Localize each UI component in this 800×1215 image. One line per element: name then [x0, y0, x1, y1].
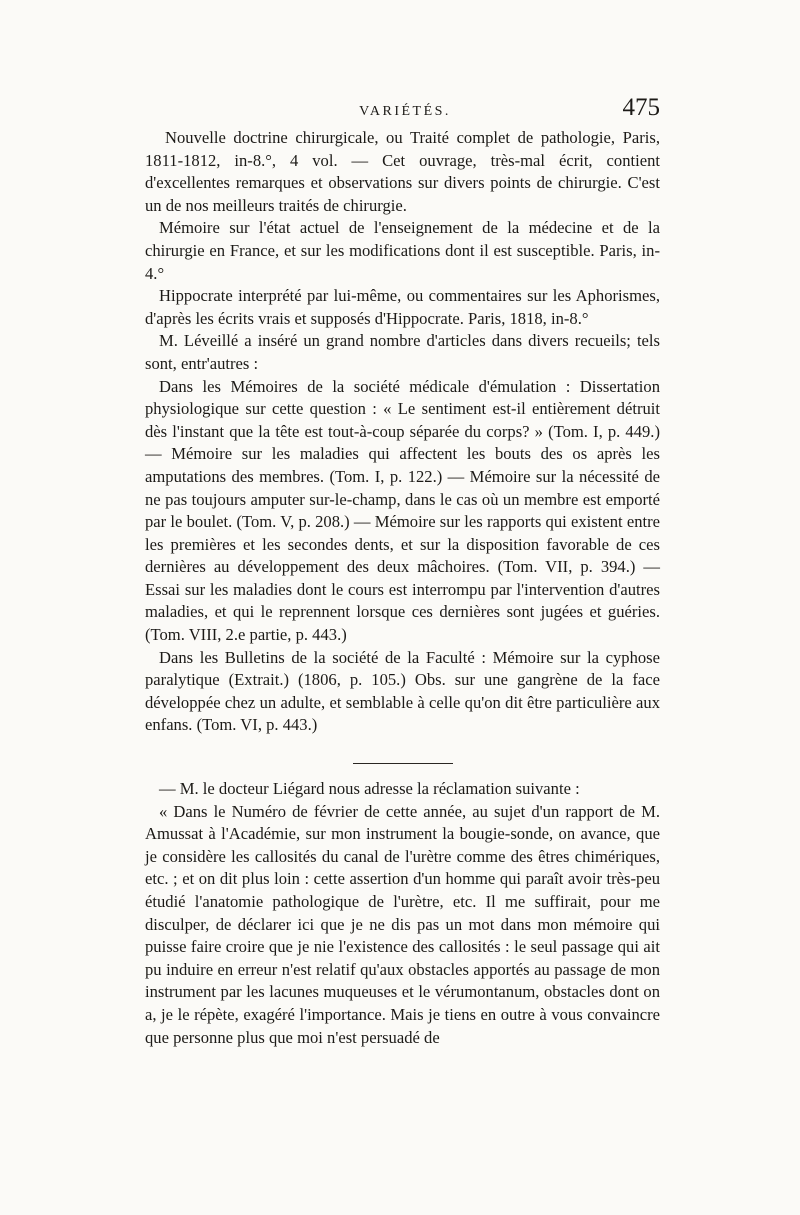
paragraph-reclamation-letter: « Dans le Numéro de février de cette année, au sujet d'un rapport de M. Amussat à l'Académie, sur mon instrument la bougie-sonde, on avance, que je considère les callosités du canal de l'urètre comme des êtres chimériques, etc. ; et on dit plus loin : cette assertion d'un homme qui paraît avoir très-peu étudié l'anatomie pathologique de l'urètre, etc. Il me suffirait, pour me disculper, de déclarer ici que je ne dis pas un mot dans mon mémoire qui puisse faire croire que je nie l'existence des callosités : le seul passage qui ait pu induire en erreur n'est relatif qu'aux obstacles apportés au passage de mon instrument par les lacunes muqueuses et le vérumontanum, obstacles dont on a, je le répète, exagéré l'importance. Mais je tiens en outre à vous convaincre que personne plus que moi n'est persuadé de — [145, 801, 660, 1047]
page-body — [145, 127, 660, 1049]
paragraph-bulletins-faculte: Dans les Bulletins de la société de la Faculté : Mémoire sur la cyphose paralytique (Extrait.) (1806, p. 105.) Obs. sur une gangrène de la face développée chez un adulte, et semblable à celle qu'on dit être particulière aux enfans. (Tom. VI, p. 443.) — [145, 647, 660, 735]
running-title: VARIÉTÉS. — [359, 104, 451, 119]
page-number: 475 — [622, 94, 660, 121]
bibliography-entry-memoire-enseignement: Mémoire sur l'état actuel de l'enseignement de la médecine et de la chirurgie en France, et sur les modifications dont il est susceptible. Paris, in-4.° — [145, 218, 660, 283]
bibliography-entry-nouvelle-doctrine: Nouvelle doctrine chirurgicale, ou Traité complet de pathologie, Paris, 1811-1812, in-8.°, 4 vol. — Cet ouvrage, très-mal écrit, contient d'excellentes remarques et observations sur divers points de chirurgie. C'est un de nos meilleurs traités de chirurgie. — [145, 128, 660, 215]
paragraph-reclamation-intro: — M. le docteur Liégard nous adresse la réclamation suivante : — [159, 779, 580, 799]
paragraph-articles-intro: M. Léveillé a inséré un grand nombre d'articles dans divers recueils; tels sont, entr'autres : — [145, 331, 660, 373]
paragraph-memoires-emulation: Dans les Mémoires de la société médicale d'émulation : Dissertation physiologique sur cette question : « Le sentiment est-il entièrement détruit dès l'instant que la tête est tout-à-coup séparée du corps? » (Tom. I, p. 449.) — Mémoire sur les maladies qui affectent les bouts des os après les amputations des membres. (Tom. I, p. 122.) — Mémoire sur la nécessité de ne pas toujours amputer sur-le-champ, dans le cas où un membre est emporté par le boulet. (Tom. V, p. 208.) — Mémoire sur les rapports qui existent entre les premières et les secondes dents, et sur la disposition favorable de ces dernières au développement des deux mâchoires. (Tom. VII, p. 394.) — Essai sur les maladies dont le cours est interrompu par l'intervention d'autres maladies, et qui le reprennent lorsque ces dernières sont jugées et guéries. (Tom. VIII, 2.e partie, p. 443.) — [145, 376, 660, 645]
bibliography-entry-hippocrate: Hippocrate interprété par lui-même, ou commentaires sur les Aphorismes, d'après les écrits vrais et supposés d'Hippocrate. Paris, 1818, in-8.° — [145, 286, 660, 328]
section-divider — [353, 763, 453, 764]
